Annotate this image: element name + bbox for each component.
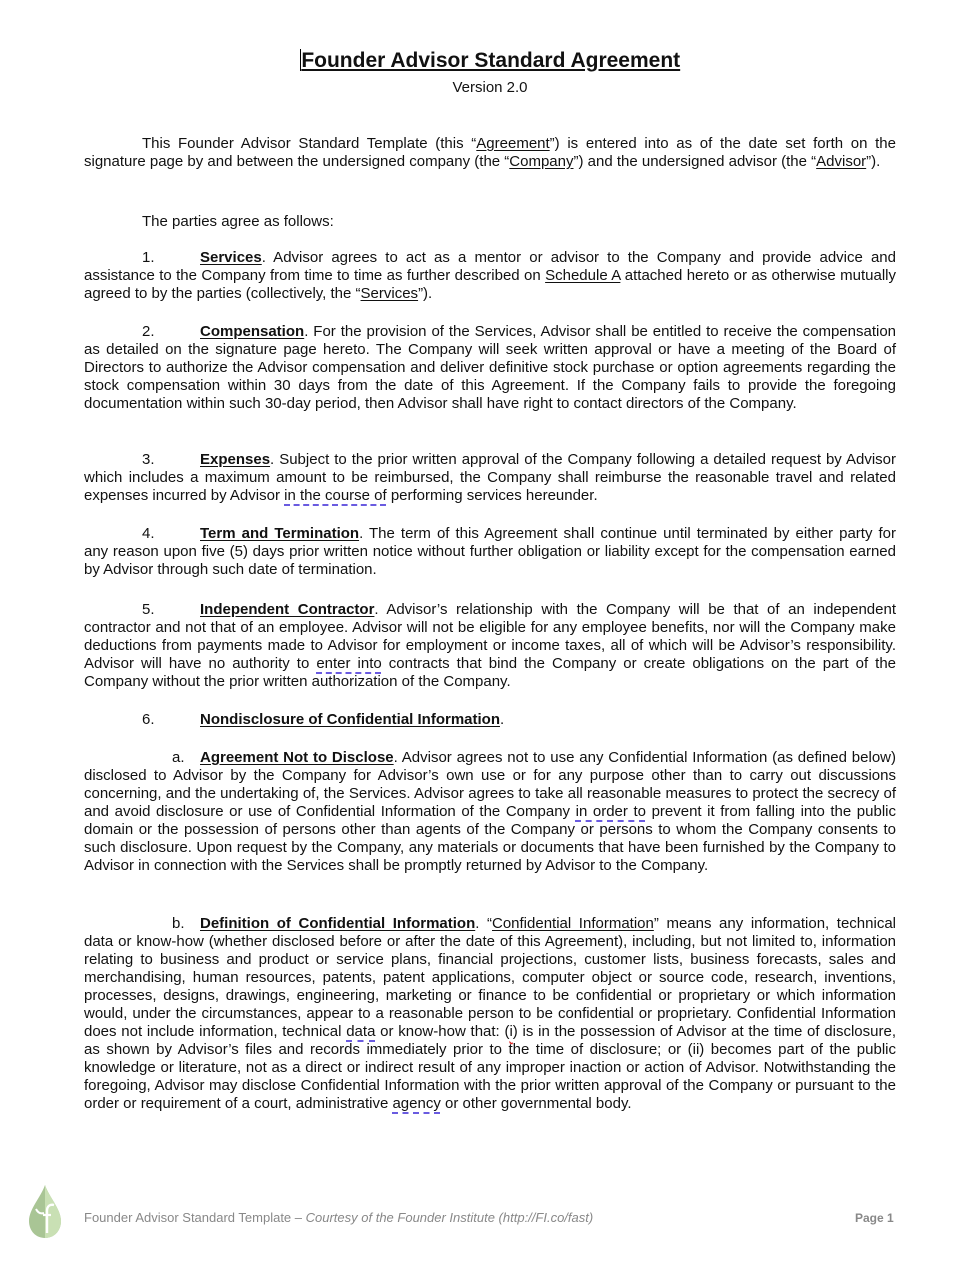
- page-number: Page 1: [855, 1211, 894, 1225]
- section-services: 1. Services. Advisor agrees to act as a mentor or advisor to the Company and provide advice and assistance to the Company from time to time as further described on Schedule A attached hereto or as otherwise mutually agreed to by the parties (collectively, the “Services”).: [84, 249, 896, 302]
- section-heading: Compensation: [200, 323, 305, 340]
- grammar-flag[interactable]: enter into: [316, 655, 382, 672]
- section-heading: Independent Contractor: [200, 601, 375, 618]
- footer-courtesy-link: Courtesy of the Founder Institute (http://FI.co/fast): [305, 1210, 594, 1225]
- spelling-flag[interactable]: i: [509, 1023, 513, 1040]
- section-term-termination: 4. Term and Termination. The term of this Agreement shall continue until terminated by either party for any reason upon five (5) days prior written notice without further obligation or liability except for the compensation earned by Advisor through such date of termination.: [84, 525, 897, 578]
- section-heading: Expenses: [200, 451, 271, 468]
- defined-term: Services: [360, 285, 419, 302]
- grammar-flag[interactable]: in order to: [575, 803, 646, 820]
- defined-term: Advisor: [816, 153, 867, 170]
- defined-term: Agreement: [476, 135, 550, 152]
- section-heading: Term and Termination: [200, 525, 360, 542]
- section-expenses: 3. Expenses. Subject to the prior written approval of the Company following a detailed request by Advisor which includes a maximum amount to be reimbursed, the Company shall reimburse the reasonable travel and related expenses incurred by Advisor in the course of performing services hereunder.: [84, 451, 896, 504]
- section-nondisclosure: 6. Nondisclosure of Confidential Information.: [142, 711, 505, 728]
- document-version: Version 2.0: [452, 79, 528, 96]
- subsection-definition: b. Definition of Confidential Information. “Confidential Information” means any information, technical data or know-how (whether disclosed before or after the date of this Agreement), including, but not limited to, information relating to business and product or service plans, financial projections, customer lists, business forecasts, sales and merchandising, human resources, patents, patent applications, computer object or source code, research, inventions, processes, designs, drawings, engineering, marketing or finance to be confidential or proprietary or which information would, under the circumstances, appear to a reasonable person to be confidential or proprietary. Confidential Information does not include information, technical data or know-how that: (i) is in the possession of Advisor at the time of disclosure, as shown by Advisor’s files and records immediately prior to the time of disclosure; or (ii) becomes part of the public knowledge or literature, not as a direct or indirect result of any improper inaction or action of Advisor. Notwithstanding the foregoing, Advisor may disclose Confidential Information with the prior written approval of the Company or pursuant to the order or requirement of a court, administrative agency or other governmental body.: [84, 915, 896, 1112]
- intro-paragraph: This Founder Advisor Standard Template (this “Agreement”) is entered into as of the date set forth on the signature page by and between the undersigned company (the “Company”) and the undersigned advisor (the “Advisor”).: [84, 135, 896, 170]
- grammar-flag[interactable]: agency: [392, 1095, 441, 1112]
- section-compensation: 2. Compensation. For the provision of the Services, Advisor shall be entitled to receive the compensation as detailed on the signature page hereto. The Company will seek written approval or have a meeting of the Board of Directors to authorize the Advisor compensation and deliver definitive stock purchase or option agreements regarding the stock compensation within 30 days from the date of this Agreement. If the Company fails to provide the foregoing documentation within such 30-day period, then Advisor shall have right to contact directors of the Company.: [84, 323, 896, 412]
- schedule-a-link[interactable]: Schedule A: [545, 267, 621, 284]
- section-heading: Nondisclosure of Confidential Information: [200, 711, 500, 728]
- section-heading: Definition of Confidential Information: [200, 915, 476, 932]
- section-heading: Agreement Not to Disclose: [200, 749, 394, 766]
- defined-term: Confidential Information: [492, 915, 654, 932]
- grammar-flag[interactable]: in the course of: [284, 487, 387, 504]
- subsection-not-to-disclose: a. Agreement Not to Disclose. Advisor agrees not to use any Confidential Information (as defined below) disclosed to Advisor by the Company for Advisor’s own use or for any purpose other than to carry out discussions concerning, and the undertaking of, the Services. Advisor agrees to take all reasonable measures to protect the secrecy of and avoid disclosure or use of Confidential Information of the Company in order to prevent it from falling into the public domain or the possession of persons other than agents of the Company or persons to whom the Company consents to such disclosure. Upon request by the Company, any materials or documents that have been furnished by the Company to Advisor in connection with the Services shall be promptly returned by Advisor to the Company.: [84, 749, 896, 874]
- page-footer: Founder Advisor Standard Template – Courtesy of the Founder Institute (http://FI.co/fast): [84, 1210, 594, 1225]
- parties-line: The parties agree as follows:: [142, 213, 334, 230]
- grammar-flag[interactable]: data: [346, 1023, 376, 1040]
- defined-term: Company: [509, 153, 574, 170]
- document-title: Founder Advisor Standard Agreement: [301, 49, 681, 72]
- section-independent-contractor: 5. Independent Contractor. Advisor’s relationship with the Company will be that of an independent contractor and not that of an employee. Advisor will not be eligible for any employee benefits, nor will the Company make deductions from payments made to Advisor for employment or income taxes, all of which will be Advisor’s responsibility. Advisor will have no authority to enter into contracts that bind the Company or create obligations on the part of the Company without the prior written authorization of the Company.: [84, 601, 897, 690]
- section-heading: Services: [200, 249, 262, 266]
- founder-institute-logo-icon: [27, 1185, 63, 1239]
